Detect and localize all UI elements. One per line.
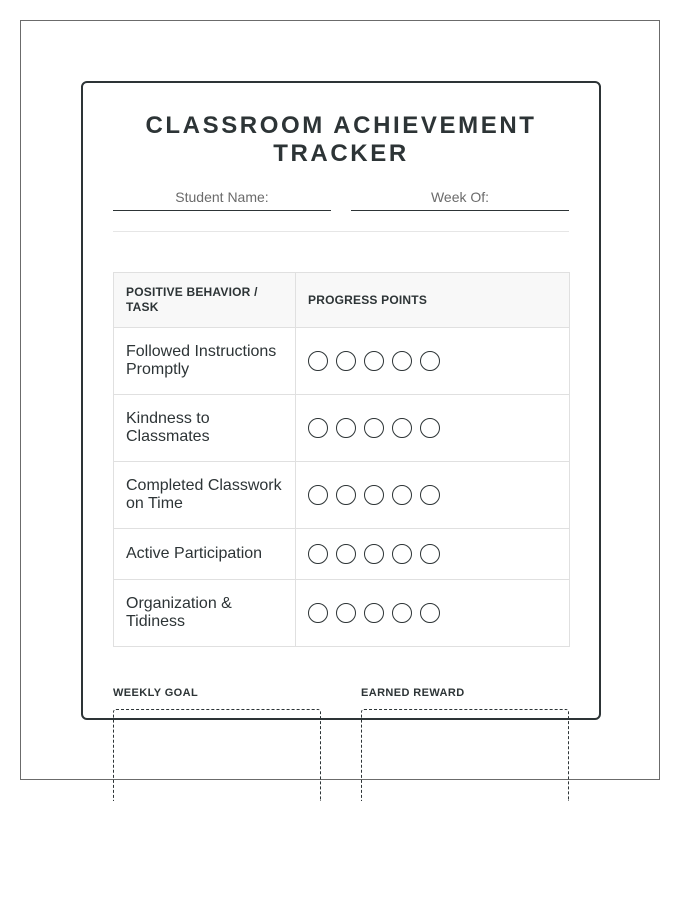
point-circle[interactable]	[308, 544, 328, 564]
table-row	[114, 328, 570, 395]
point-circle[interactable]	[308, 418, 328, 438]
point-circle[interactable]	[420, 485, 440, 505]
point-circle[interactable]	[420, 418, 440, 438]
point-circle[interactable]	[392, 485, 412, 505]
point-circle[interactable]	[392, 603, 412, 623]
point-circle[interactable]	[336, 485, 356, 505]
progress-points-cell	[296, 462, 570, 529]
header-divider	[113, 231, 569, 232]
progress-circles	[308, 418, 557, 438]
point-circle[interactable]	[420, 603, 440, 623]
progress-circles	[308, 351, 557, 371]
point-circle[interactable]	[392, 351, 412, 371]
point-circle[interactable]	[336, 418, 356, 438]
earned-reward-label: EARNED REWARD	[361, 687, 465, 699]
point-circle[interactable]	[392, 544, 412, 564]
point-circle[interactable]	[364, 544, 384, 564]
progress-circles	[308, 544, 557, 564]
point-circle[interactable]	[364, 485, 384, 505]
point-circle[interactable]	[420, 351, 440, 371]
table-row	[114, 462, 570, 529]
week-of-field[interactable]: Week Of:	[351, 188, 569, 211]
behavior-table	[113, 272, 570, 647]
student-name-field[interactable]: Student Name:	[113, 188, 331, 211]
progress-circles	[308, 485, 557, 505]
task-label: Active Participation	[114, 529, 296, 580]
task-label: Followed Instructions Promptly	[114, 328, 296, 395]
point-circle[interactable]	[364, 418, 384, 438]
point-circle[interactable]	[308, 485, 328, 505]
point-circle[interactable]	[336, 544, 356, 564]
weekly-goal-box[interactable]	[113, 709, 321, 801]
task-label: Kindness to Classmates	[114, 395, 296, 462]
progress-points-cell	[296, 580, 570, 647]
table-row	[114, 529, 570, 580]
earned-reward-box[interactable]	[361, 709, 569, 801]
point-circle[interactable]	[308, 603, 328, 623]
column-header-task: POSITIVE BEHAVIOR / TASK	[114, 273, 296, 328]
task-label: Organization & Tidiness	[114, 580, 296, 647]
point-circle[interactable]	[336, 351, 356, 371]
point-circle[interactable]	[364, 351, 384, 371]
weekly-goal-label: WEEKLY GOAL	[113, 687, 199, 699]
point-circle[interactable]	[336, 603, 356, 623]
point-circle[interactable]	[392, 418, 412, 438]
point-circle[interactable]	[420, 544, 440, 564]
table-header-row	[114, 273, 570, 328]
task-label: Completed Classwork on Time	[114, 462, 296, 529]
progress-circles	[308, 603, 557, 623]
progress-points-cell	[296, 529, 570, 580]
progress-points-cell	[296, 328, 570, 395]
point-circle[interactable]	[364, 603, 384, 623]
table-row	[114, 580, 570, 647]
progress-points-cell	[296, 395, 570, 462]
page-title: CLASSROOM ACHIEVEMENT TRACKER	[145, 112, 537, 167]
point-circle[interactable]	[308, 351, 328, 371]
table-row	[114, 395, 570, 462]
column-header-points: PROGRESS POINTS	[296, 273, 570, 328]
